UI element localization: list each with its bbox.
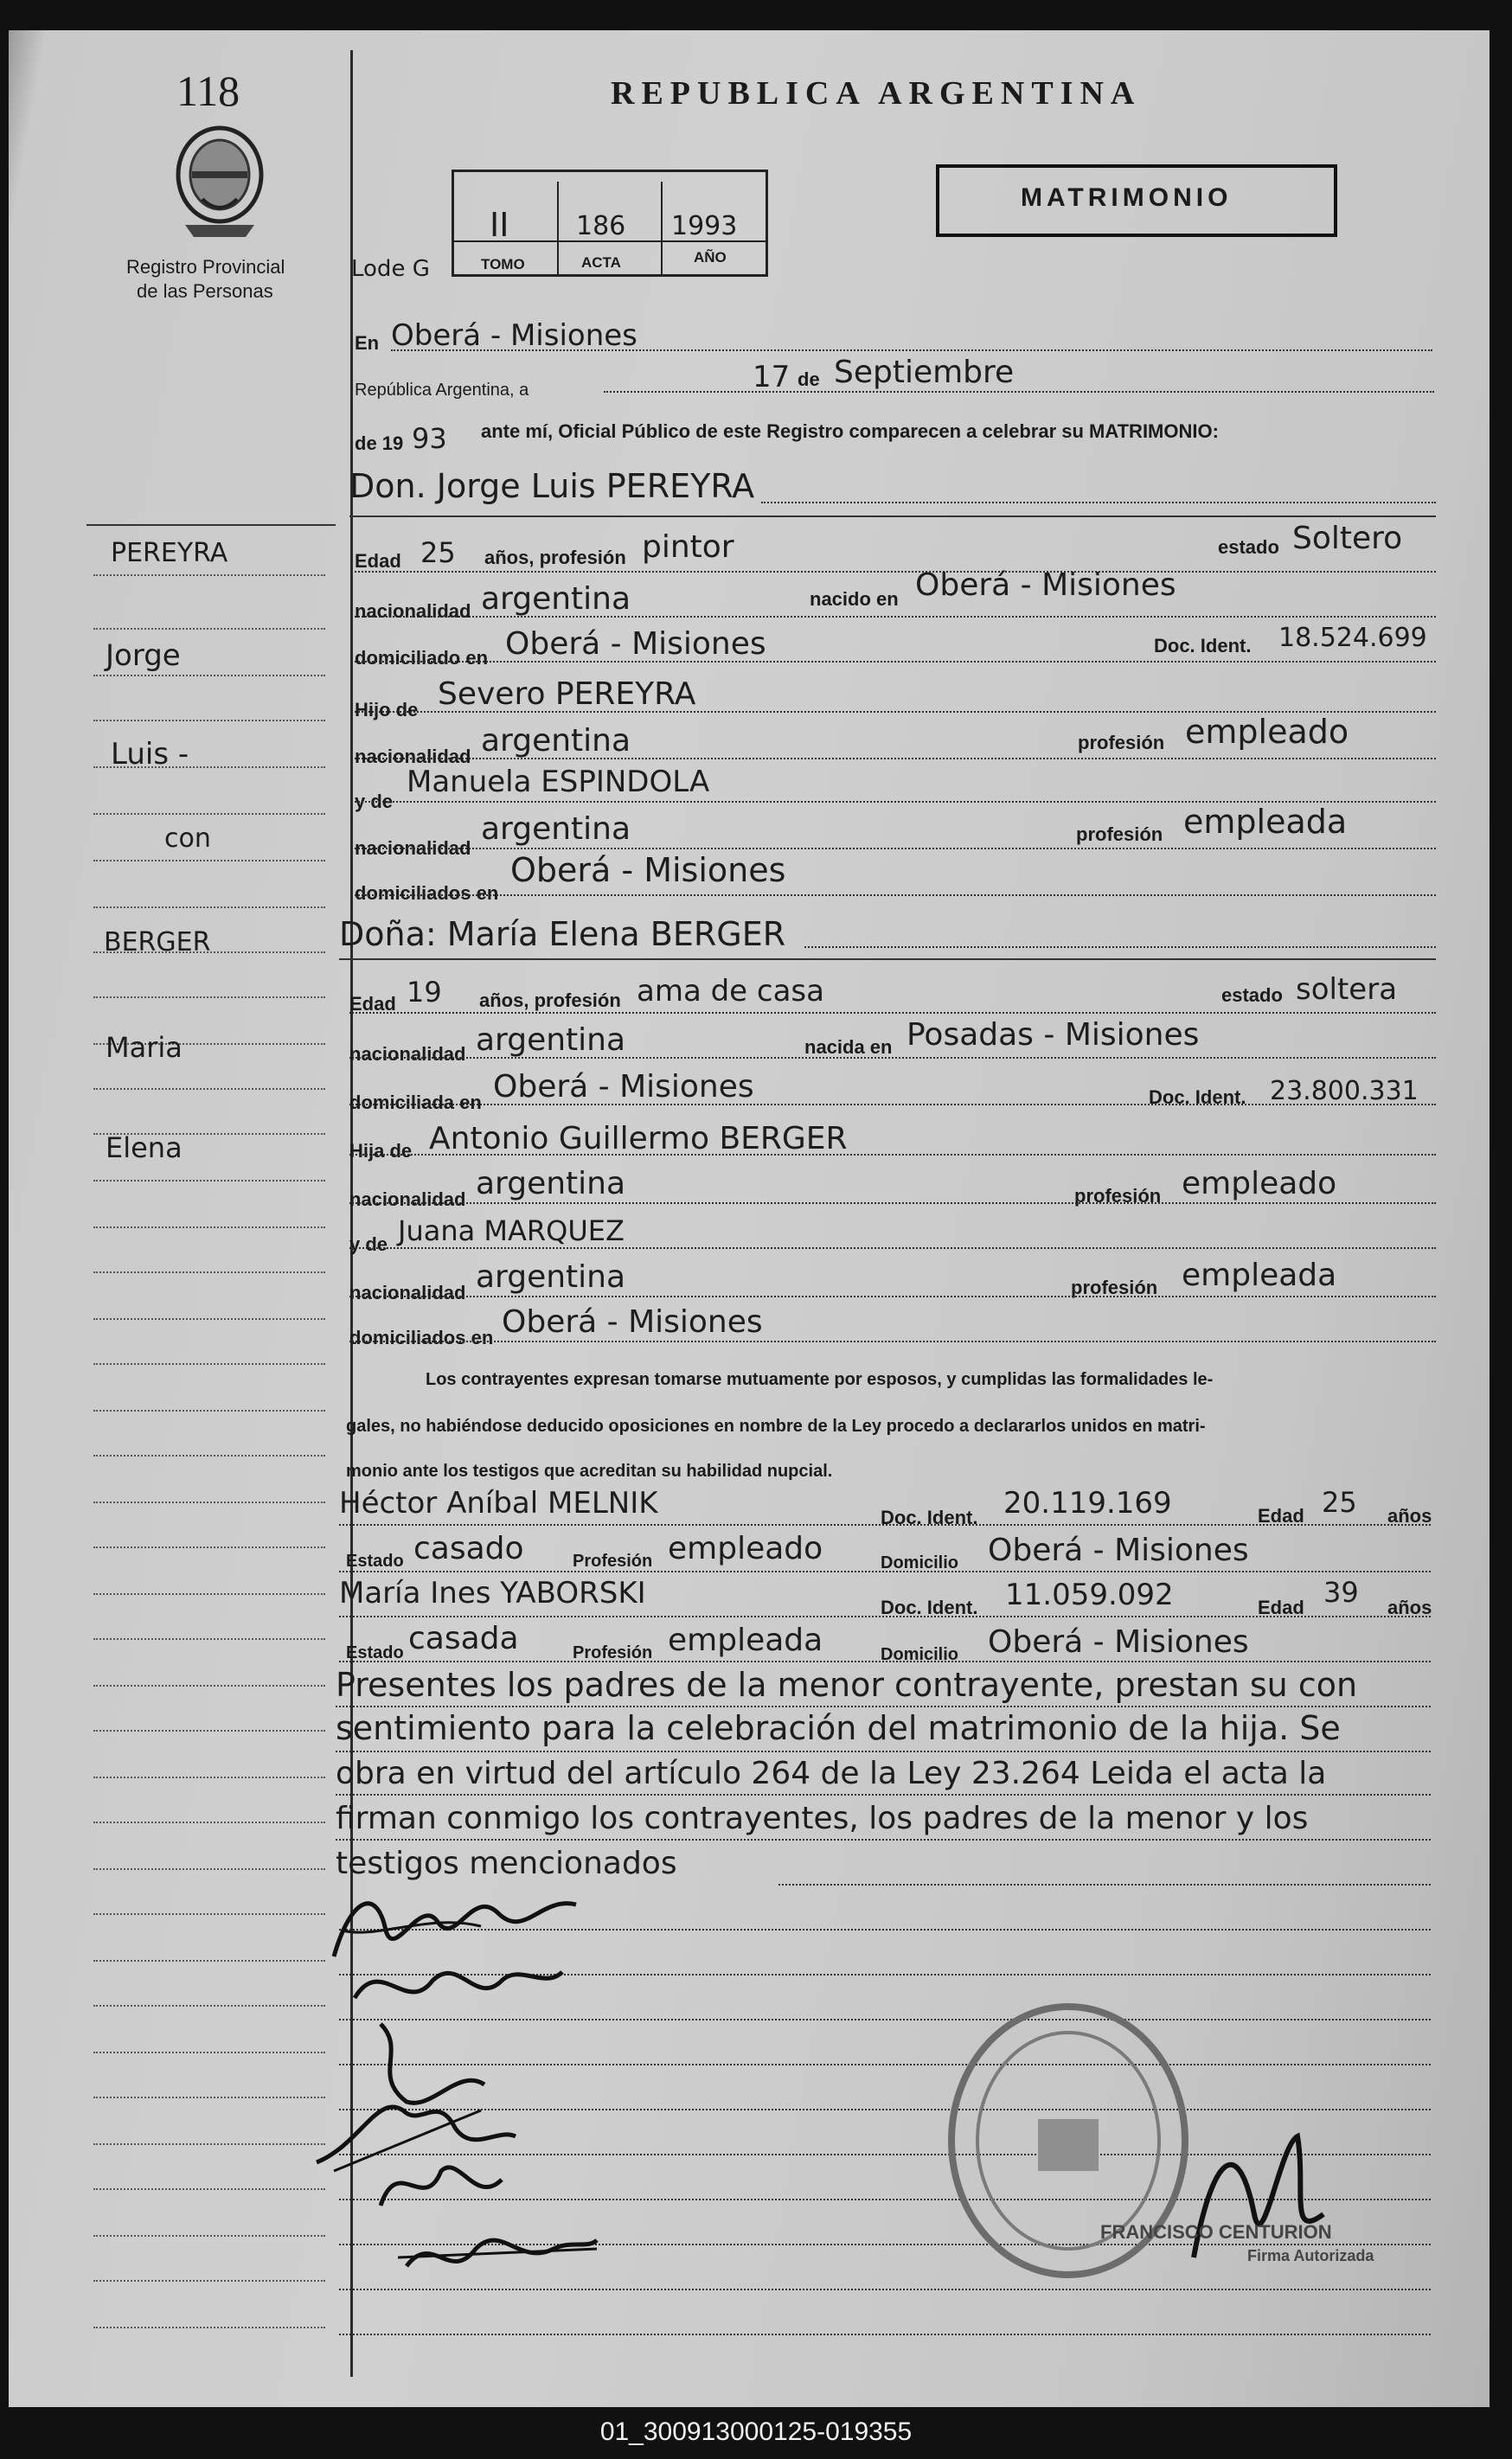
- witness-2-domicilio-label: Domicilio: [881, 1645, 959, 1664]
- bride-nac-line: [349, 1057, 1436, 1059]
- bride-madre-nac-line: [349, 1296, 1436, 1297]
- witness-2-estado-label: Estado: [346, 1643, 404, 1662]
- groom-nac-line: [355, 616, 1436, 618]
- folio-number: 118: [176, 67, 240, 115]
- bride-madre-profesion: empleada: [1182, 1258, 1337, 1293]
- acta-label: ACTA: [581, 254, 621, 271]
- signature-witness-1: [363, 2145, 536, 2223]
- bride-nacida-en: Posadas - Misiones: [907, 1017, 1200, 1053]
- scan-identifier: 01_300913000125-019355: [599, 2417, 913, 2446]
- bride-nacida-label: nacida en: [804, 1036, 893, 1058]
- record-type: MATRIMONIO: [1021, 183, 1233, 212]
- en-label: En: [355, 332, 380, 354]
- groom-padres-dom-line: [355, 894, 1436, 896]
- groom-padre-nac-line: [355, 758, 1436, 759]
- witness-1-line-2: [339, 1571, 1431, 1572]
- witness-1-profesion: empleado: [668, 1531, 823, 1566]
- republica-label: República Argentina, a: [355, 381, 529, 400]
- signature-bride: [346, 1946, 571, 2024]
- margin-entry: Elena: [106, 1131, 183, 1164]
- witness-2-edad: 39: [1323, 1576, 1359, 1609]
- groom-profesion: pintor: [642, 529, 734, 565]
- official-stamp-name: FRANCISCO CENTURION: [1100, 2221, 1332, 2243]
- witness-1-anos-label: años: [1387, 1505, 1432, 1527]
- bride-estado: soltera: [1296, 972, 1398, 1007]
- witness-2-anos-label: años: [1387, 1597, 1432, 1618]
- groom-padre-label: Hijo de: [355, 699, 419, 720]
- witness-1-doc-label: Doc. Ident.: [881, 1507, 978, 1528]
- bride-madre-line: [349, 1247, 1436, 1249]
- bride-rule: [339, 958, 1436, 960]
- margin-entry: Jorge: [106, 638, 181, 673]
- groom-nacionalidad: argentina: [481, 581, 631, 617]
- declaration-line-2: gales, no habiéndose deducido oposiciones en nombre de la Ley procedo a declararlos unidos en matri-: [346, 1417, 1206, 1436]
- bride-nacionalidad: argentina: [476, 1022, 626, 1058]
- groom-madre-nac-line: [355, 848, 1436, 849]
- groom-madre-prof-label: profesión: [1076, 823, 1163, 845]
- ano-value: 1993: [671, 211, 738, 241]
- bride-padre-nacionalidad: argentina: [476, 1166, 626, 1201]
- bride-profesion: ama de casa: [637, 974, 824, 1009]
- bride-name: Doña: María Elena BERGER: [339, 915, 786, 953]
- witness-1-name: Héctor Aníbal MELNIK: [339, 1486, 658, 1521]
- note-rule-5: [778, 1884, 1431, 1886]
- groom-padre-prof-label: profesión: [1078, 732, 1165, 753]
- document-title: REPUBLICA ARGENTINA: [611, 75, 1142, 112]
- witness-2-line: [339, 1616, 1431, 1617]
- de-label: de: [798, 368, 820, 390]
- groom-madre-nacionalidad: argentina: [481, 811, 631, 847]
- groom-name-line: [761, 502, 1436, 503]
- witness-2-line-2: [339, 1661, 1431, 1662]
- groom-edad: 25: [420, 536, 456, 569]
- bride-edad-label: Edad: [349, 993, 396, 1015]
- witness-2-domicilio: Oberá - Misiones: [988, 1624, 1249, 1660]
- bride-madre-label: y de: [349, 1233, 388, 1255]
- witness-1-edad-label: Edad: [1258, 1505, 1304, 1527]
- official-stamp-caption: Firma Autorizada: [1247, 2247, 1374, 2264]
- note-rule-1: [336, 1706, 1431, 1707]
- witness-2-name: María Ines YABORSKI: [339, 1576, 646, 1611]
- bride-domicilio-label: domiciliada en: [349, 1092, 482, 1113]
- witness-2-edad-label: Edad: [1258, 1597, 1304, 1618]
- groom-domicilio: Oberá - Misiones: [505, 626, 766, 662]
- witness-1-doc: 20.119.169: [1003, 1486, 1172, 1521]
- groom-madre-label: y de: [355, 791, 394, 812]
- bride-padre-nac-label: nacionalidad: [349, 1188, 466, 1210]
- note-line-5: testigos mencionados: [336, 1846, 677, 1881]
- bride-madre-prof-label: profesión: [1071, 1277, 1158, 1298]
- groom-anos-profesion-label: años, profesión: [484, 547, 626, 568]
- groom-domicilio-label: domiciliado en: [355, 647, 489, 669]
- groom-madre-profesion: empleada: [1183, 803, 1348, 841]
- witness-2-estado: casada: [408, 1621, 519, 1656]
- bride-madre-nacionalidad: argentina: [476, 1259, 626, 1295]
- groom-estado: Soltero: [1292, 521, 1403, 556]
- groom-padres-domicilio: Oberá - Misiones: [510, 851, 786, 889]
- bride-padre-line: [349, 1154, 1436, 1156]
- bride-padre-prof-label: profesión: [1074, 1185, 1162, 1207]
- fecha-line: [604, 391, 1434, 393]
- groom-edad-line: [355, 571, 1436, 573]
- groom-nacionalidad-label: nacionalidad: [355, 600, 471, 622]
- lugar-line: [391, 349, 1432, 351]
- groom-edad-label: Edad: [355, 550, 401, 572]
- groom-padre-profesion: empleado: [1185, 713, 1349, 751]
- registry-name-line2: de las Personas: [137, 280, 273, 302]
- bride-edad-line: [349, 1012, 1436, 1014]
- margin-rule: [350, 50, 353, 2377]
- witness-1-domicilio: Oberá - Misiones: [988, 1533, 1249, 1568]
- groom-dom-line: [355, 661, 1436, 663]
- bride-padres-dom-label: domiciliados en: [349, 1327, 494, 1348]
- groom-padre-nacionalidad: argentina: [481, 723, 631, 759]
- witness-2-profesion-label: Profesión: [573, 1643, 653, 1662]
- note-line-4: firman conmigo los contrayentes, los padres de la menor y los: [336, 1801, 1309, 1836]
- note-rule-2: [336, 1751, 1431, 1752]
- witness-1-line: [339, 1524, 1431, 1526]
- bride-padre-profesion: empleado: [1182, 1166, 1337, 1201]
- bride-padre: Antonio Guillermo BERGER: [429, 1121, 848, 1156]
- bride-madre: Juana MARQUEZ: [398, 1214, 625, 1247]
- margin-top-rule: [86, 524, 336, 526]
- signature-witness-2: [398, 2214, 605, 2292]
- dia-field: 17: [753, 360, 791, 394]
- note-line-2: sentimiento para la celebración del matrimonio de la hija. Se: [336, 1709, 1341, 1747]
- coat-of-arms-logo: [168, 121, 272, 242]
- groom-padre-nac-label: nacionalidad: [355, 746, 471, 767]
- anio-field: 93: [412, 422, 447, 455]
- groom-nacido-en: Oberá - Misiones: [915, 567, 1176, 603]
- bride-edad: 19: [407, 976, 442, 1009]
- witness-1-edad: 25: [1322, 1486, 1357, 1519]
- acta-value: 186: [576, 211, 626, 241]
- witness-2-doc: 11.059.092: [1005, 1578, 1174, 1612]
- groom-estado-label: estado: [1218, 536, 1279, 558]
- note-rule-3: [336, 1794, 1431, 1796]
- declaration-line-3: monio ante los testigos que acreditan su habilidad nupcial.: [346, 1462, 833, 1481]
- witness-2-profesion: empleada: [668, 1623, 823, 1658]
- witness-1-profesion-label: Profesión: [573, 1552, 653, 1571]
- margin-entry: Luis -: [111, 737, 189, 772]
- ano-label: AÑO: [694, 249, 727, 266]
- groom-madre: Manuela ESPINDOLA: [407, 765, 710, 799]
- note-line-3: obra en virtud del artículo 264 de la Ley 23.264 Leida el acta la: [336, 1756, 1327, 1791]
- groom-doc: 18.524.699: [1278, 623, 1427, 653]
- bride-madre-nac-label: nacionalidad: [349, 1282, 466, 1303]
- witness-1-estado-label: Estado: [346, 1552, 404, 1571]
- bride-padre-nac-line: [349, 1202, 1436, 1204]
- witness-1-estado: casado: [413, 1531, 524, 1566]
- bride-name-line: [804, 946, 1436, 948]
- note-rule-4: [336, 1839, 1431, 1841]
- tomo-label: TOMO: [481, 256, 525, 272]
- margin-entry: con: [164, 823, 211, 854]
- bride-doc: 23.800.331: [1270, 1076, 1419, 1106]
- bride-estado-label: estado: [1221, 984, 1283, 1006]
- groom-name: Don. Jorge Luis PEREYRA: [349, 467, 755, 505]
- groom-doc-label: Doc. Ident.: [1154, 635, 1252, 656]
- bride-anos-profesion-label: años, profesión: [479, 989, 621, 1011]
- bride-dom-line: [349, 1104, 1436, 1105]
- groom-nacido-label: nacido en: [810, 588, 899, 610]
- bride-doc-label: Doc. Ident.: [1149, 1086, 1246, 1108]
- de19-label: de 19: [355, 432, 404, 454]
- groom-rule: [349, 515, 1436, 517]
- witness-1-domicilio-label: Domicilio: [881, 1553, 959, 1572]
- declaration-line-1: Los contrayentes expresan tomarse mutuamente por esposos, y cumplidas las formalidades le-: [426, 1370, 1214, 1389]
- bride-nacionalidad-label: nacionalidad: [349, 1043, 466, 1065]
- margin-entry: BERGER: [104, 927, 211, 957]
- mes-field: Septiembre: [834, 355, 1015, 390]
- bride-padres-domicilio: Oberá - Misiones: [502, 1304, 763, 1340]
- bride-padres-dom-line: [349, 1341, 1436, 1342]
- groom-padre: Severo PEREYRA: [438, 676, 696, 712]
- register-page: [9, 30, 1490, 2407]
- bride-padre-label: Hija de: [349, 1140, 413, 1162]
- bride-domicilio: Oberá - Misiones: [493, 1069, 754, 1105]
- comparecen-text: ante mí, Oficial Público de este Registro comparecen a celebrar su MATRIMONIO:: [481, 420, 1219, 442]
- register-code: Lode G: [351, 256, 430, 282]
- groom-madre-nac-label: nacionalidad: [355, 837, 471, 859]
- witness-2-doc-label: Doc. Ident.: [881, 1597, 978, 1618]
- margin-entry: PEREYRA: [111, 538, 228, 568]
- lugar-field: Oberá - Misiones: [391, 318, 637, 353]
- note-line-1: Presentes los padres de la menor contrayente, prestan su con: [336, 1666, 1358, 1704]
- groom-padres-dom-label: domiciliados en: [355, 882, 499, 904]
- tomo-value: II: [490, 206, 509, 244]
- margin-entry: Maria: [106, 1031, 183, 1064]
- registry-name-line1: Registro Provincial: [126, 256, 285, 278]
